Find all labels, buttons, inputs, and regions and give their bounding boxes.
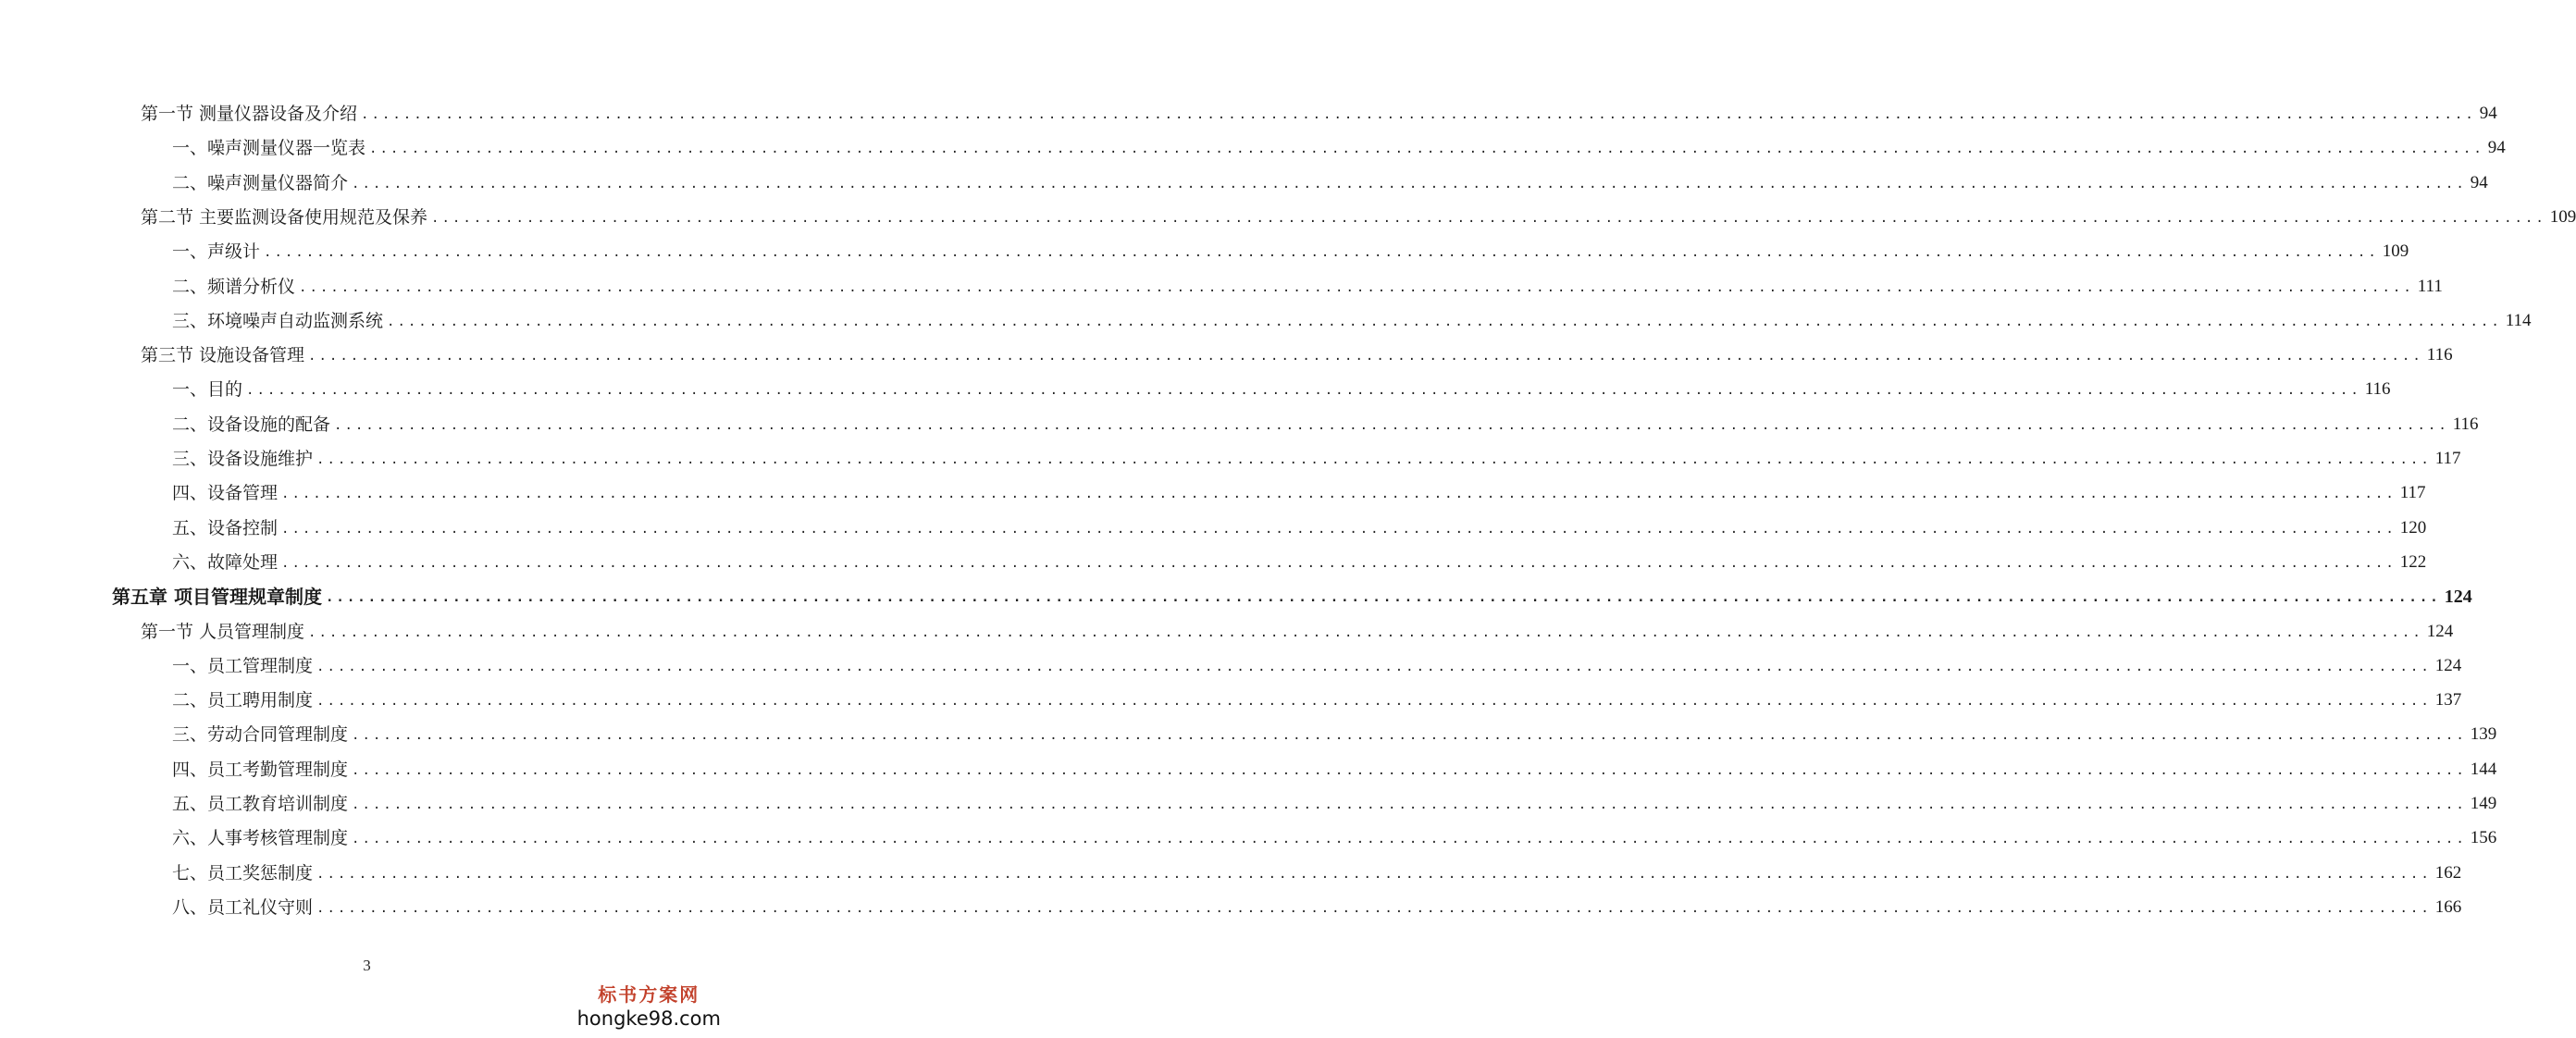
toc-dot-leader: ........................................................................................................................................................................................................ bbox=[308, 349, 2423, 364]
toc-entry-label: 一、声级计 bbox=[172, 241, 261, 262]
toc-dot-leader: ........................................................................................................................................................................................................ bbox=[352, 177, 2467, 192]
toc-entry-label: 四、设备管理 bbox=[172, 483, 279, 503]
toc-section-entry[interactable] bbox=[141, 96, 2497, 124]
watermark-domain: hongke98.com bbox=[576, 1007, 721, 1030]
toc-entry-label: 第一节 人员管理制度 bbox=[141, 622, 305, 642]
toc-section-entry[interactable] bbox=[141, 614, 2454, 642]
watermark-chinese: 标书方案网 bbox=[598, 983, 700, 1006]
toc-dot-leader: ........................................................................................................................................................................................................ bbox=[316, 867, 2432, 882]
toc-dot-leader: ........................................................................................................................................................................................................ bbox=[431, 211, 2546, 226]
toc-item-entry[interactable] bbox=[172, 372, 2391, 400]
toc-dot-leader: ........................................................................................................................................................................................................ bbox=[308, 625, 2423, 640]
toc-dot-leader: ........................................................................................................................................................................................................ bbox=[316, 901, 2432, 916]
toc-dot-leader: ........................................................................................................................................................................................................ bbox=[334, 418, 2449, 433]
toc-item-entry[interactable] bbox=[172, 786, 2497, 814]
toc-entry-label: 六、人事考核管理制度 bbox=[172, 828, 349, 848]
toc-dot-leader: ........................................................................................................................................................................................................ bbox=[352, 763, 2467, 778]
toc-entry-page: 116 bbox=[2426, 345, 2453, 365]
toc-dot-leader: ........................................................................................................................................................................................................ bbox=[387, 315, 2502, 329]
toc-dot-leader: ........................................................................................................................................................................................................ bbox=[361, 107, 2476, 122]
toc-entry-label: 三、劳动合同管理制度 bbox=[172, 724, 349, 745]
toc-entry-label: 二、频谱分析仪 bbox=[172, 277, 296, 297]
toc-item-entry[interactable] bbox=[172, 303, 2532, 331]
toc-entry-page: 144 bbox=[2470, 760, 2497, 779]
toc-chapter-entry[interactable] bbox=[112, 579, 2472, 608]
toc-entry-label: 四、员工考勤管理制度 bbox=[172, 760, 349, 780]
toc-dot-leader: ........................................................................................................................................................................................................ bbox=[264, 245, 2379, 260]
toc-item-entry[interactable] bbox=[172, 441, 2461, 469]
toc-entry-label: 一、目的 bbox=[172, 379, 243, 400]
toc-entry-label: 五、设备控制 bbox=[172, 518, 279, 538]
toc-entry-page: 117 bbox=[2399, 483, 2426, 502]
toc-entry-page: 124 bbox=[2444, 587, 2472, 607]
toc-entry-page: 109 bbox=[2382, 241, 2409, 261]
toc-item-entry[interactable] bbox=[172, 821, 2497, 848]
toc-item-entry[interactable] bbox=[172, 856, 2462, 884]
toc-dot-leader: ........................................................................................................................................................................................................ bbox=[281, 556, 2396, 571]
toc-item-entry[interactable] bbox=[172, 717, 2497, 745]
page-number: 3 bbox=[363, 957, 371, 974]
toc-entry-page: 156 bbox=[2470, 828, 2497, 847]
toc-entry-page: 114 bbox=[2505, 311, 2532, 330]
toc-item-entry[interactable] bbox=[172, 511, 2427, 538]
toc-item-entry[interactable] bbox=[172, 476, 2426, 503]
toc-entry-page: 120 bbox=[2399, 518, 2427, 538]
toc-item-entry[interactable] bbox=[172, 166, 2488, 193]
toc-item-entry[interactable] bbox=[172, 269, 2443, 297]
toc-entry-page: 166 bbox=[2434, 897, 2462, 917]
toc-dot-leader: ........................................................................................................................................................................................................ bbox=[299, 280, 2414, 295]
toc-entry-label: 一、噪声测量仪器一览表 bbox=[172, 138, 366, 158]
toc-entry-label: 八、员工礼仪守则 bbox=[172, 897, 314, 918]
toc-entry-page: 94 bbox=[2487, 138, 2506, 157]
toc-entry-page: 124 bbox=[2434, 656, 2462, 675]
toc-item-entry[interactable] bbox=[172, 649, 2462, 676]
toc-section-entry[interactable] bbox=[141, 200, 2576, 228]
toc-dot-leader: ........................................................................................................................................................................................................ bbox=[316, 452, 2432, 467]
toc-entry-label: 二、设备设施的配备 bbox=[172, 414, 331, 435]
toc-item-entry[interactable] bbox=[172, 130, 2506, 158]
toc-entry-page: 94 bbox=[2470, 173, 2488, 192]
toc-dot-leader: ........................................................................................................................................................................................................ bbox=[281, 522, 2396, 537]
toc-dot-leader: ........................................................................................................................................................................................................ bbox=[352, 832, 2467, 846]
toc-dot-leader: ........................................................................................................................................................................................................ bbox=[352, 728, 2467, 743]
toc-entry-page: 137 bbox=[2434, 690, 2462, 710]
toc-entry-label: 三、设备设施维护 bbox=[172, 449, 314, 469]
toc-entry-label: 三、环境噪声自动监测系统 bbox=[172, 311, 384, 331]
toc-dot-leader: ........................................................................................................................................................................................................ bbox=[352, 797, 2467, 812]
toc-entry-label: 二、噪声测量仪器简介 bbox=[172, 173, 349, 193]
toc-entry-page: 109 bbox=[2549, 207, 2576, 227]
toc-entry-page: 94 bbox=[2479, 104, 2497, 123]
toc-dot-leader: ........................................................................................................................................................................................................ bbox=[325, 590, 2441, 605]
toc-entry-page: 162 bbox=[2434, 863, 2462, 883]
toc-dot-leader: ........................................................................................................................................................................................................ bbox=[316, 694, 2432, 709]
toc-item-entry[interactable] bbox=[172, 752, 2497, 780]
toc-entry-page: 116 bbox=[2452, 414, 2479, 434]
toc-entry-label: 第三节 设施设备管理 bbox=[141, 345, 305, 365]
toc-dot-leader: ........................................................................................................................................................................................................ bbox=[246, 383, 2361, 398]
toc-item-entry[interactable] bbox=[172, 407, 2479, 435]
toc-entry-label: 二、员工聘用制度 bbox=[172, 690, 314, 711]
toc-entry-page: 111 bbox=[2417, 277, 2443, 296]
toc-dot-leader: ........................................................................................................................................................................................................ bbox=[369, 142, 2484, 156]
toc-entry-label: 七、员工奖惩制度 bbox=[172, 863, 314, 884]
toc-entry-label: 第五章 项目管理规章制度 bbox=[112, 586, 322, 608]
toc-entry-label: 一、员工管理制度 bbox=[172, 656, 314, 676]
toc-entry-page: 124 bbox=[2426, 622, 2454, 641]
toc-dot-leader: ........................................................................................................................................................................................................ bbox=[281, 487, 2396, 501]
toc-entry-page: 117 bbox=[2434, 449, 2461, 468]
toc-entry-label: 第一节 测量仪器设备及介绍 bbox=[141, 104, 358, 124]
toc-entry-label: 六、故障处理 bbox=[172, 552, 279, 573]
toc-entry-page: 139 bbox=[2470, 724, 2497, 744]
toc-entry-label: 第二节 主要监测设备使用规范及保养 bbox=[141, 207, 428, 228]
watermark bbox=[577, 982, 721, 1031]
toc-item-entry[interactable] bbox=[172, 234, 2409, 262]
toc-item-entry[interactable] bbox=[172, 545, 2427, 573]
toc-section-entry[interactable] bbox=[141, 338, 2453, 365]
toc-entry-page: 149 bbox=[2470, 794, 2497, 813]
toc-item-entry[interactable] bbox=[172, 890, 2462, 918]
toc-entry-label: 五、员工教育培训制度 bbox=[172, 794, 349, 814]
toc-entry-page: 122 bbox=[2399, 552, 2427, 572]
toc-item-entry[interactable] bbox=[172, 683, 2462, 711]
toc-dot-leader: ........................................................................................................................................................................................................ bbox=[316, 660, 2432, 674]
toc-entry-page: 116 bbox=[2364, 379, 2391, 399]
